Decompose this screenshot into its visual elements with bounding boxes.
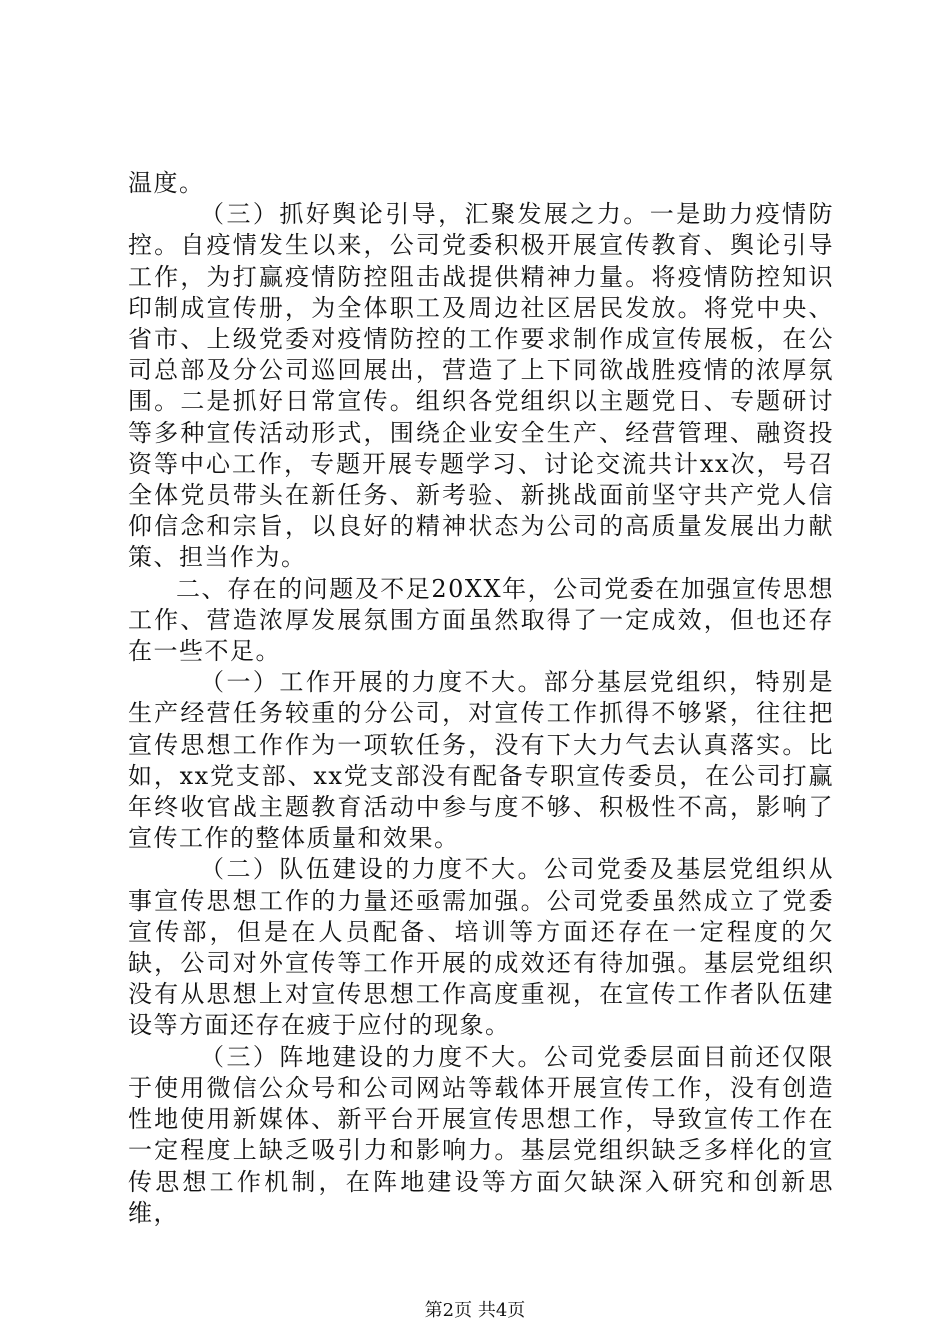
document-body: [128, 168, 834, 1229]
paragraph-problem-2: （二）队伍建设的力度不大。公司党委及基层党组织从事宣传思想工作的力量还亟需加强。公司党委虽然成立了党委宣传部，但是在人员配备、培训等方面还存在一定程度的欠缺，公司对外宣传等工作开展的成效还有待加强。基层党组织没有从思想上对宣传思想工作高度重视，在宣传工作者队伍建设等方面还存在疲于应付的现象。: [128, 855, 834, 1040]
paragraph-problems-heading: 二、存在的问题及不足20XX年，公司党委在加强宣传思想工作、营造浓厚发展氛围方面虽然取得了一定成效，但也还存在一些不足。: [128, 574, 834, 666]
paragraph-section-3-public-opinion: （三）抓好舆论引导，汇聚发展之力。一是助力疫情防控。自疫情发生以来，公司党委积极开展宣传教育、舆论引导工作，为打赢疫情防控阻击战提供精神力量。将疫情防控知识印制成宣传册，为全体职工及周边社区居民发放。将党中央、省市、上级党委对疫情防控的工作要求制作成宣传展板，在公司总部及分公司巡回展出，营造了上下同欲战胜疫情的浓厚氛围。二是抓好日常宣传。组织各党组织以主题党日、专题研讨等多种宣传活动形式，围绕企业安全生产、经营管理、融资投资等中心工作，专题开展专题学习、讨论交流共计xx次，号召全体党员带头在新任务、新考验、新挑战面前坚守共产党人信仰信念和宗旨，以良好的精神状态为公司的高质量发展出力献策、担当作为。: [128, 200, 834, 572]
page-footer: 第2页 共4页: [424, 1300, 526, 1321]
paragraph-problem-3: （三）阵地建设的力度不大。公司党委层面目前还仅限于使用微信公众号和公司网站等载体开展宣传工作，没有创造性地使用新媒体、新平台开展宣传思想工作，导致宣传工作在一定程度上缺乏吸引力和影响力。基层党组织缺乏多样化的宣传思想工作机制，在阵地建设等方面欠缺深入研究和创新思维，: [128, 1042, 834, 1227]
paragraph-problem-1: （一）工作开展的力度不大。部分基层党组织，特别是生产经营任务较重的分公司，对宣传工作抓得不够紧，往往把宣传思想工作作为一项软任务，没有下大力气去认真落实。比如，xx党支部、xx党支部没有配备专职宣传委员，在公司打赢年终收官战主题教育活动中参与度不够、积极性不高，影响了宣传工作的整体质量和效果。: [128, 668, 834, 853]
paragraph-continuation: 温度。: [128, 169, 205, 197]
